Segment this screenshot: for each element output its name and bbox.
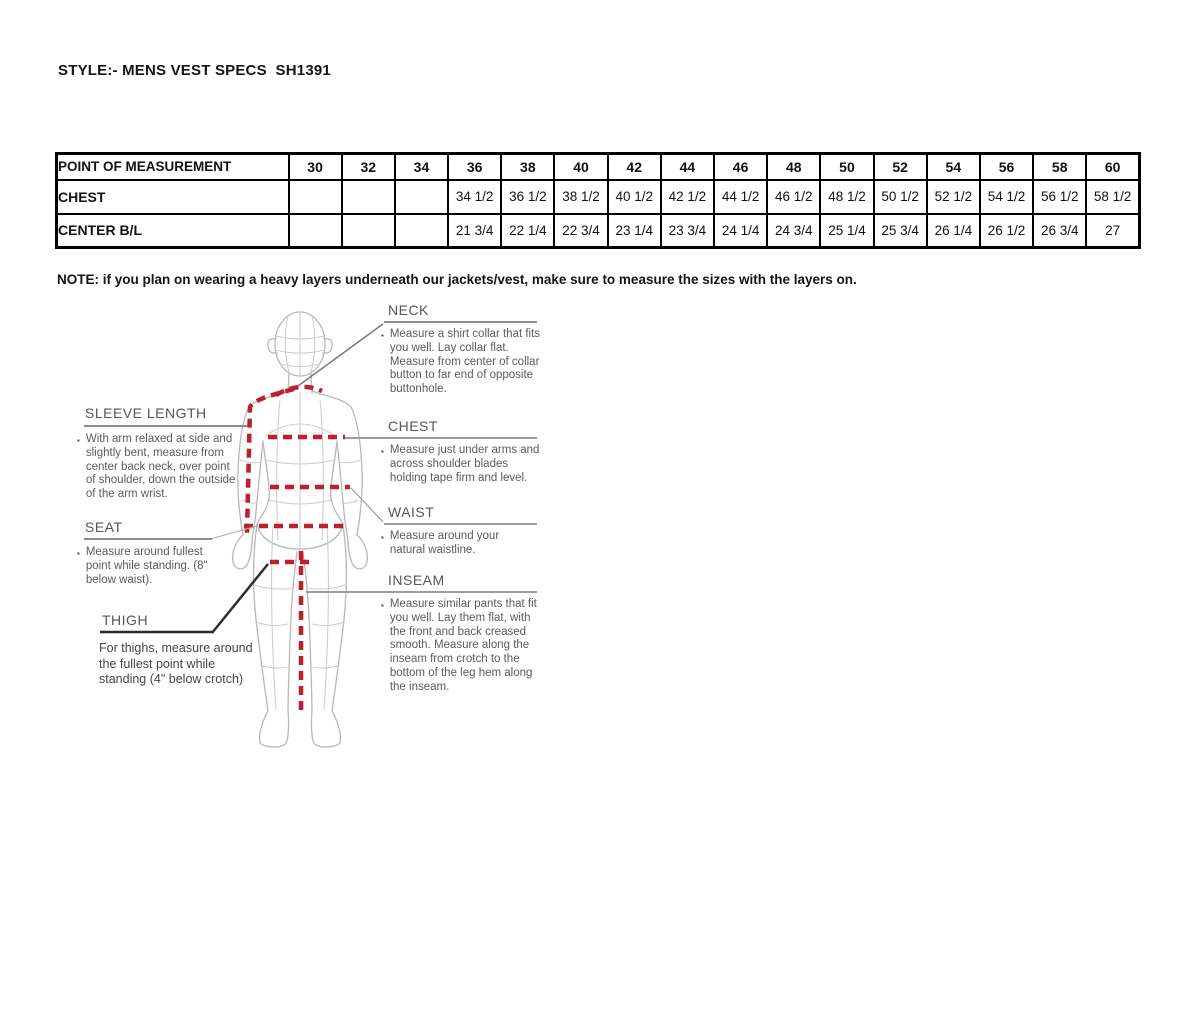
size-value-cell: 25 3/4 xyxy=(874,214,927,248)
inseam-heading: INSEAM xyxy=(388,572,445,588)
size-column-header: 50 xyxy=(820,154,873,180)
square-bullet-icon: ▪ xyxy=(381,447,384,456)
size-value-cell: 21 3/4 xyxy=(448,214,501,248)
size-value-cell: 22 1/4 xyxy=(501,214,554,248)
size-value-cell: 26 1/2 xyxy=(980,214,1033,248)
seat-heading: SEAT xyxy=(85,519,123,535)
square-bullet-icon: ▪ xyxy=(381,601,384,610)
size-column-header: 34 xyxy=(395,154,448,180)
size-column-header: 60 xyxy=(1086,154,1139,180)
size-value-cell xyxy=(342,180,395,214)
size-value-cell: 42 1/2 xyxy=(661,180,714,214)
size-value-cell: 56 1/2 xyxy=(1033,180,1086,214)
size-value-cell: 26 3/4 xyxy=(1033,214,1086,248)
size-value-cell xyxy=(289,214,342,248)
square-bullet-icon: ▪ xyxy=(381,533,384,542)
size-value-cell: 23 1/4 xyxy=(608,214,661,248)
square-bullet-icon: ▪ xyxy=(77,436,80,445)
waist-description: ▪ Measure around your natural waistline. xyxy=(381,530,500,556)
layers-note: NOTE: if you plan on wearing a heavy layers underneath our jackets/vest, make sure to measure the sizes with the layers on. xyxy=(57,272,857,287)
sleeve-length-description: ▪ With arm relaxed at side and slightly bent, measure from center back neck, over point of shoulder, down the outside of the arm wrist. xyxy=(77,433,236,501)
size-value-cell xyxy=(395,180,448,214)
size-column-header: 56 xyxy=(980,154,1033,180)
row-label: CHEST xyxy=(57,180,289,214)
size-value-cell: 25 1/4 xyxy=(820,214,873,248)
page-title: STYLE:- MENS VEST SPECS SH1391 xyxy=(58,62,331,79)
measurement-guide-diagram xyxy=(75,295,555,755)
size-value-cell: 24 1/4 xyxy=(714,214,767,248)
size-value-cell: 50 1/2 xyxy=(874,180,927,214)
size-value-cell xyxy=(289,180,342,214)
square-bullet-icon: ▪ xyxy=(77,549,80,558)
body-mesh xyxy=(240,313,360,710)
table-header-row xyxy=(57,154,1140,180)
thigh-heading: THIGH xyxy=(102,612,149,628)
chest-heading: CHEST xyxy=(388,418,438,434)
seat-description: ▪ Measure around fullest point while standing. (8" below waist). xyxy=(77,546,208,586)
size-column-header: 36 xyxy=(448,154,501,180)
waist-heading: WAIST xyxy=(388,504,435,520)
size-value-cell: 26 1/4 xyxy=(927,214,980,248)
seat-callout-line xyxy=(212,526,257,539)
table-row-chest xyxy=(57,180,1140,214)
size-value-cell: 54 1/2 xyxy=(980,180,1033,214)
size-value-cell: 23 3/4 xyxy=(661,214,714,248)
size-value-cell: 46 1/2 xyxy=(767,180,820,214)
size-value-cell xyxy=(342,214,395,248)
sleeve-length-heading: SLEEVE LENGTH xyxy=(85,405,207,421)
size-value-cell: 27 xyxy=(1086,214,1139,248)
table-row-center-bl xyxy=(57,214,1140,248)
size-value-cell: 34 1/2 xyxy=(448,180,501,214)
size-value-cell: 22 3/4 xyxy=(554,214,607,248)
column-header-pom: POINT OF MEASUREMENT xyxy=(57,154,289,180)
size-column-header: 40 xyxy=(554,154,607,180)
size-column-header: 46 xyxy=(714,154,767,180)
size-value-cell: 44 1/2 xyxy=(714,180,767,214)
size-value-cell: 24 3/4 xyxy=(767,214,820,248)
chest-description: ▪ Measure just under arms and across shoulder blades holding tape firm and level. xyxy=(381,444,540,484)
size-column-header: 58 xyxy=(1033,154,1086,180)
size-value-cell: 40 1/2 xyxy=(608,180,661,214)
size-value-cell xyxy=(395,214,448,248)
size-spec-table xyxy=(55,152,1141,249)
size-column-header: 42 xyxy=(608,154,661,180)
row-label: CENTER B/L xyxy=(57,214,289,248)
inseam-description: ▪ Measure similar pants that fit you well. Lay them flat, with the front and back creased smooth. Measure along the inseam from crotch to the bottom of the leg hem along the inseam. xyxy=(381,598,537,693)
size-value-cell: 48 1/2 xyxy=(820,180,873,214)
size-column-header: 48 xyxy=(767,154,820,180)
size-column-header: 38 xyxy=(501,154,554,180)
size-column-header: 52 xyxy=(874,154,927,180)
neck-measure-line xyxy=(276,387,322,395)
size-column-header: 44 xyxy=(661,154,714,180)
thigh-description: For thighs, measure around the fullest point while standing (4" below crotch) xyxy=(99,641,253,686)
size-value-cell: 36 1/2 xyxy=(501,180,554,214)
size-column-header: 54 xyxy=(927,154,980,180)
waist-callout-line xyxy=(351,488,383,522)
square-bullet-icon: ▪ xyxy=(381,331,384,340)
size-column-header: 30 xyxy=(289,154,342,180)
neck-callout-line xyxy=(298,324,383,386)
size-value-cell: 58 1/2 xyxy=(1086,180,1139,214)
size-value-cell: 38 1/2 xyxy=(554,180,607,214)
thigh-callout-line xyxy=(212,564,268,633)
neck-heading: NECK xyxy=(388,302,429,318)
size-value-cell: 52 1/2 xyxy=(927,180,980,214)
neck-description: ▪ Measure a shirt collar that fits you well. Lay collar flat. Measure from center of collar button to far end of opposite buttonhole. xyxy=(381,328,541,396)
size-column-header: 32 xyxy=(342,154,395,180)
